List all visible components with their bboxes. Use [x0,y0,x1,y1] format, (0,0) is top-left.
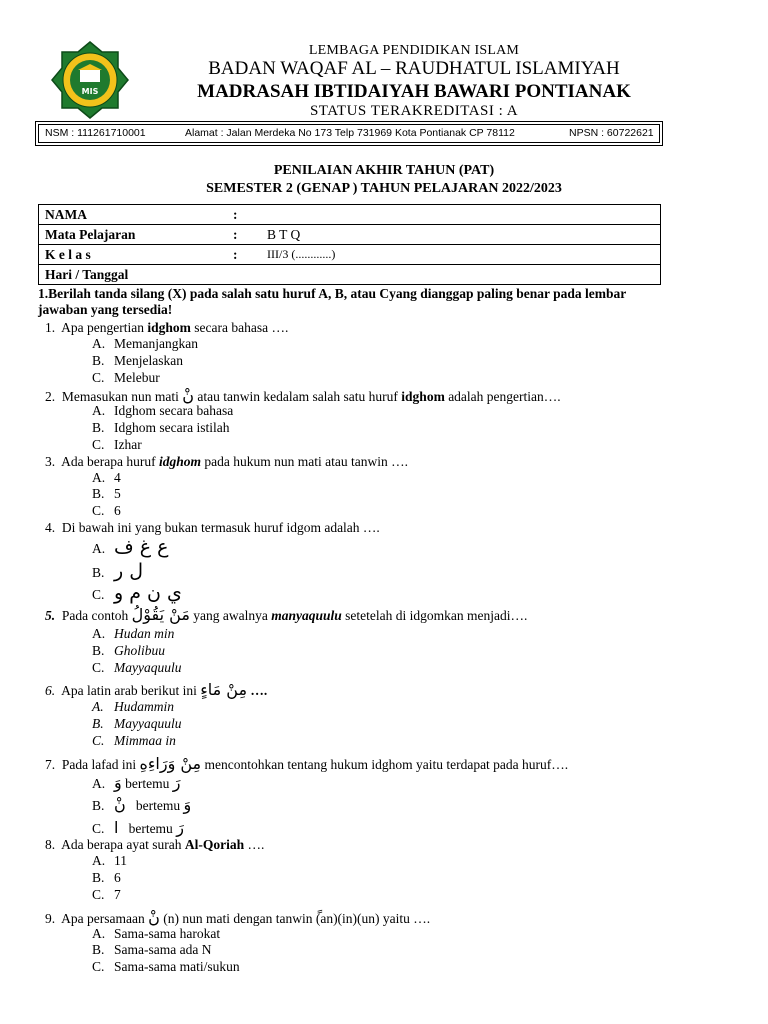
identity-value[interactable] [261,205,661,225]
option-a[interactable]: A. 11 [92,853,127,868]
identity-table [38,204,661,285]
identity-value: III/3 (............) [261,245,661,265]
option-b[interactable]: B. Idghom secara istilah [92,420,230,435]
option-b[interactable]: B. نْ bertemu وَ [92,795,192,814]
question-keyword: idghom [147,320,191,335]
identity-label: Hari / Tanggal [39,265,228,285]
identity-label: K e l a s [39,245,228,265]
option-a[interactable]: A. Sama-sama harokat [92,926,221,941]
option-c[interactable]: C. Sama-sama mati/sukun [92,959,240,974]
option-b[interactable]: B. 6 [92,870,121,885]
option-c[interactable]: C. ا bertemu رَ [92,818,184,837]
question-number: 1. [45,320,56,335]
identity-row-subject [39,225,661,245]
option-c[interactable]: C. ي ن م و [92,582,182,604]
identity-sep: : [227,225,261,245]
option-b[interactable]: B. Menjelaskan [92,353,183,368]
instruction-text: 1.Berilah tanda silang (X) pada salah satu huruf A, B, atau Cyang dianggap paling benar pada lembar jawaban yang tersedia! [38,286,627,317]
arabic-text: نْ [182,386,194,405]
option-c[interactable]: C. 6 [92,503,121,518]
question-text: Apa pengertian [61,320,148,335]
question-9: 9. Apa persamaan نْ (n) nun mati dengan tanwin (an)(in)(un) yaitu …. [45,908,431,927]
option-b[interactable]: B. ل ر [92,560,144,582]
question-2: 2. Memasukan nun mati نْ atau tanwin kedalam salah satu huruf idghom adalah pengertian…. [45,386,561,405]
identity-value[interactable] [261,265,661,285]
option-a[interactable]: A. ع غ ف [92,536,169,558]
question-8: 8. Ada berapa ayat surah Al-Qoriah …. [45,837,265,852]
identity-sep [227,265,261,285]
nsm-text: NSM : 111261710001 [45,127,146,139]
identity-label: Mata Pelajaran [39,225,228,245]
option-a[interactable]: A. 4 [92,470,121,485]
question-7: 7. Pada lafad ini مِنْ وَرَاءِهِ mencontohkan tentang hukum idghom yaitu terdapat pada huruf…. [45,754,569,773]
header-line-3: MADRASAH IBTIDAIYAH BAWARI PONTIANAK [197,81,631,102]
identity-row-name [39,205,661,225]
exam-semester: SEMESTER 2 (GENAP ) TAHUN PELAJARAN 2022/2023 [206,181,562,196]
option-a[interactable]: A. وَ bertemu رَ [92,773,181,792]
identity-label: NAMA [39,205,228,225]
address-text: Alamat : Jalan Merdeka No 173 Telp 731969 Kota Pontianak CP 78112 [185,127,515,139]
option-b[interactable]: B. Sama-sama ada N [92,942,212,957]
option-b[interactable]: B. Mayyaquulu [92,716,182,731]
option-c[interactable]: C. Mayyaquulu [92,660,182,675]
header-line-4: STATUS TERAKREDITASI : A [309,103,519,119]
identity-row-class [39,245,661,265]
option-a[interactable]: A. Hudan min [92,626,175,641]
header-line-2: BADAN WAQAF AL – RAUDHATUL ISLAMIYAH [208,58,620,79]
option-a[interactable]: A. Idghom secara bahasa [92,403,234,418]
option-c[interactable]: C. Izhar [92,437,142,452]
npsn-text: NPSN : 60722621 [569,127,654,139]
option-b[interactable]: B. Gholibuu [92,643,166,658]
question-5: 5. Pada contoh مَنْ يَقُوْلُ yang awalnya manyaquulu setetelah di idgomkan menjadi…. [45,605,528,624]
identity-sep: : [227,245,261,265]
option-a[interactable]: A. Memanjangkan [92,336,198,351]
logo-text: MIS [81,87,99,96]
option-a[interactable]: A. Hudammin [92,699,174,714]
option-c[interactable]: C. Melebur [92,370,160,385]
header-line-1: LEMBAGA PENDIDIKAN ISLAM [308,43,520,58]
question-4: 4. Di bawah ini yang bukan termasuk huruf idgom adalah …. [45,520,380,535]
school-info-box [38,124,660,143]
question-text: secara bahasa …. [190,320,289,335]
option-b[interactable]: B. 5 [92,486,121,501]
identity-value: B T Q [261,225,661,245]
exam-title: PENILAIAN AKHIR TAHUN (PAT) [273,163,495,178]
identity-row-date [39,265,661,285]
identity-sep: : [227,205,261,225]
option-c[interactable]: C. 7 [92,887,121,902]
question-1 [45,320,288,336]
question-6: 6. Apa latin arab berikut ini مِنْ مَاءٍ …. [45,680,268,699]
option-c[interactable]: C. Mimmaa in [92,733,176,748]
question-3: 3. Ada berapa huruf idghom pada hukum nun mati atau tanwin …. [45,454,408,469]
